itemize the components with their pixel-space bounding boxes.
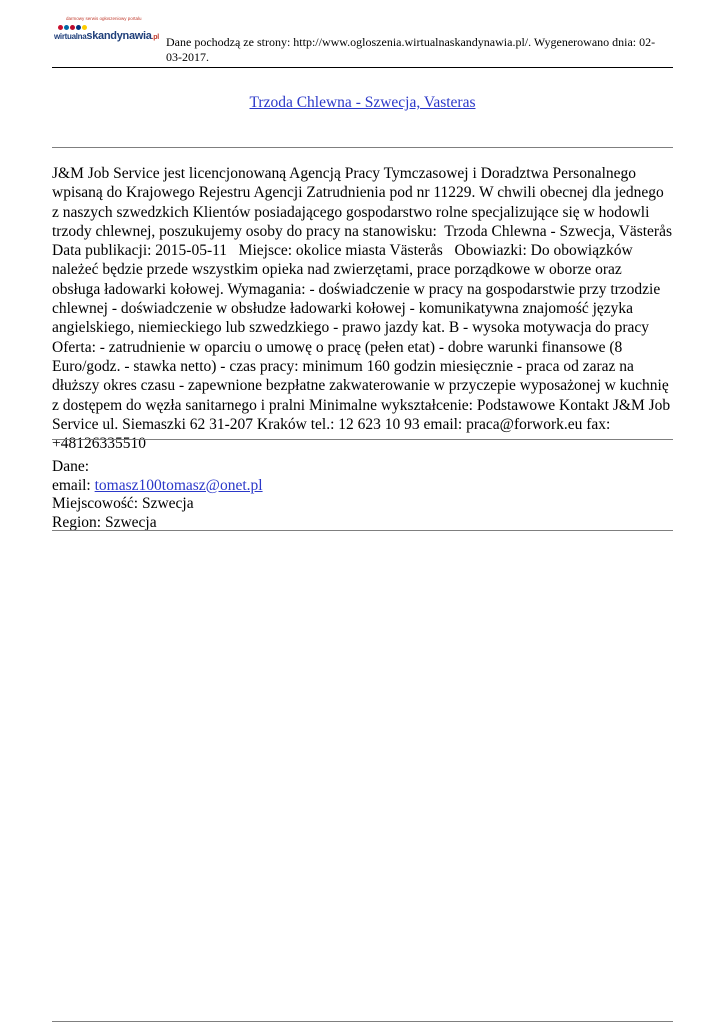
- email-row: [52, 477, 673, 496]
- logo-wordmark: wirtualnaskandynawia.pl: [54, 30, 159, 42]
- title-divider: [52, 147, 673, 148]
- email-link[interactable]: tomasz100tomasz@onet.pl: [94, 476, 263, 494]
- details-heading: Dane:: [52, 458, 90, 475]
- city-value: Szwecja: [141, 495, 194, 512]
- contact-details: [52, 458, 673, 532]
- body-divider: [52, 439, 673, 440]
- city-row: [52, 495, 673, 514]
- source-note: Dane pochodzą ze strony: http://www.ogloszenia.wirtualnaskandynawia.pl/. Wygenerowano dnia: 02-03-2017.: [166, 35, 656, 64]
- footer-divider: [52, 1021, 673, 1022]
- region-label: Region:: [52, 513, 105, 531]
- city-label: Miejscowość:: [52, 495, 142, 512]
- header-divider: [52, 67, 673, 68]
- logo-tagline: darmowy serwis ogłoszeniowy portalu: [66, 16, 142, 21]
- page-title: [52, 94, 673, 112]
- title-link[interactable]: Trzoda Chlewna - Szwecja, Vasteras: [249, 94, 476, 111]
- job-description: J&M Job Service jest licencjonowaną Agencją Pracy Tymczasowej i Doradztwa Personalnego wpisaną do Krajowego Rejestru Agencji Zatrudnienia pod nr 11229. W chwili obecnej dla jednego z naszych szwedzkich Klientów posiadającego gospodarstwo rolne specjalizujące się w hodowli trzody chlewnej, poszukujemy osoby do pracy na stanowisku: Trzoda Chlewna - Szwecja, Västerås Data publikacji: 2015-05-11 Miejsce: okolice miasta Västerås Obowiazki: Do obowiązków należeć będzie przede wszystkim opieka nad zwierzętami, prace porządkowe w oborze oraz obsługa ładowarki kołowej. Wymagania: - doświadczenie w pracy na gospodarstwie przy trzodzie chlewnej - doświadczenie w obsłudze ładowarki kołowej - komunikatywna znajomość języka angielskiego, niemieckiego lub szwedzkiego - prawo jazdy kat. B - wysoka motywacja do pracy Oferta: - zatrudnienie w oparciu o umowę o pracę (pełen etat) - dobre warunki finansowe (8 Euro/godz. - stawka netto) - czas pracy: minimum 160 godzin miesięcznie - praca od zaraz na dłuższy okres czasu - zapewnione bezpłatne zakwaterowanie w przyczepie wyposażonej w kuchnię z dostępem do węzła sanitarnego i pralni Minimalne wykształcenie: Podstawowe Kontakt J&M Job Service ul. Siemaszki 62 31-207 Kraków tel.: 12 623 10 93 email: praca@forwork.eu fax: +48126335510: [52, 165, 684, 453]
- site-logo: [52, 16, 160, 46]
- email-label: email:: [52, 476, 95, 494]
- region-value: Szwecja: [104, 513, 157, 531]
- details-divider: [52, 530, 673, 531]
